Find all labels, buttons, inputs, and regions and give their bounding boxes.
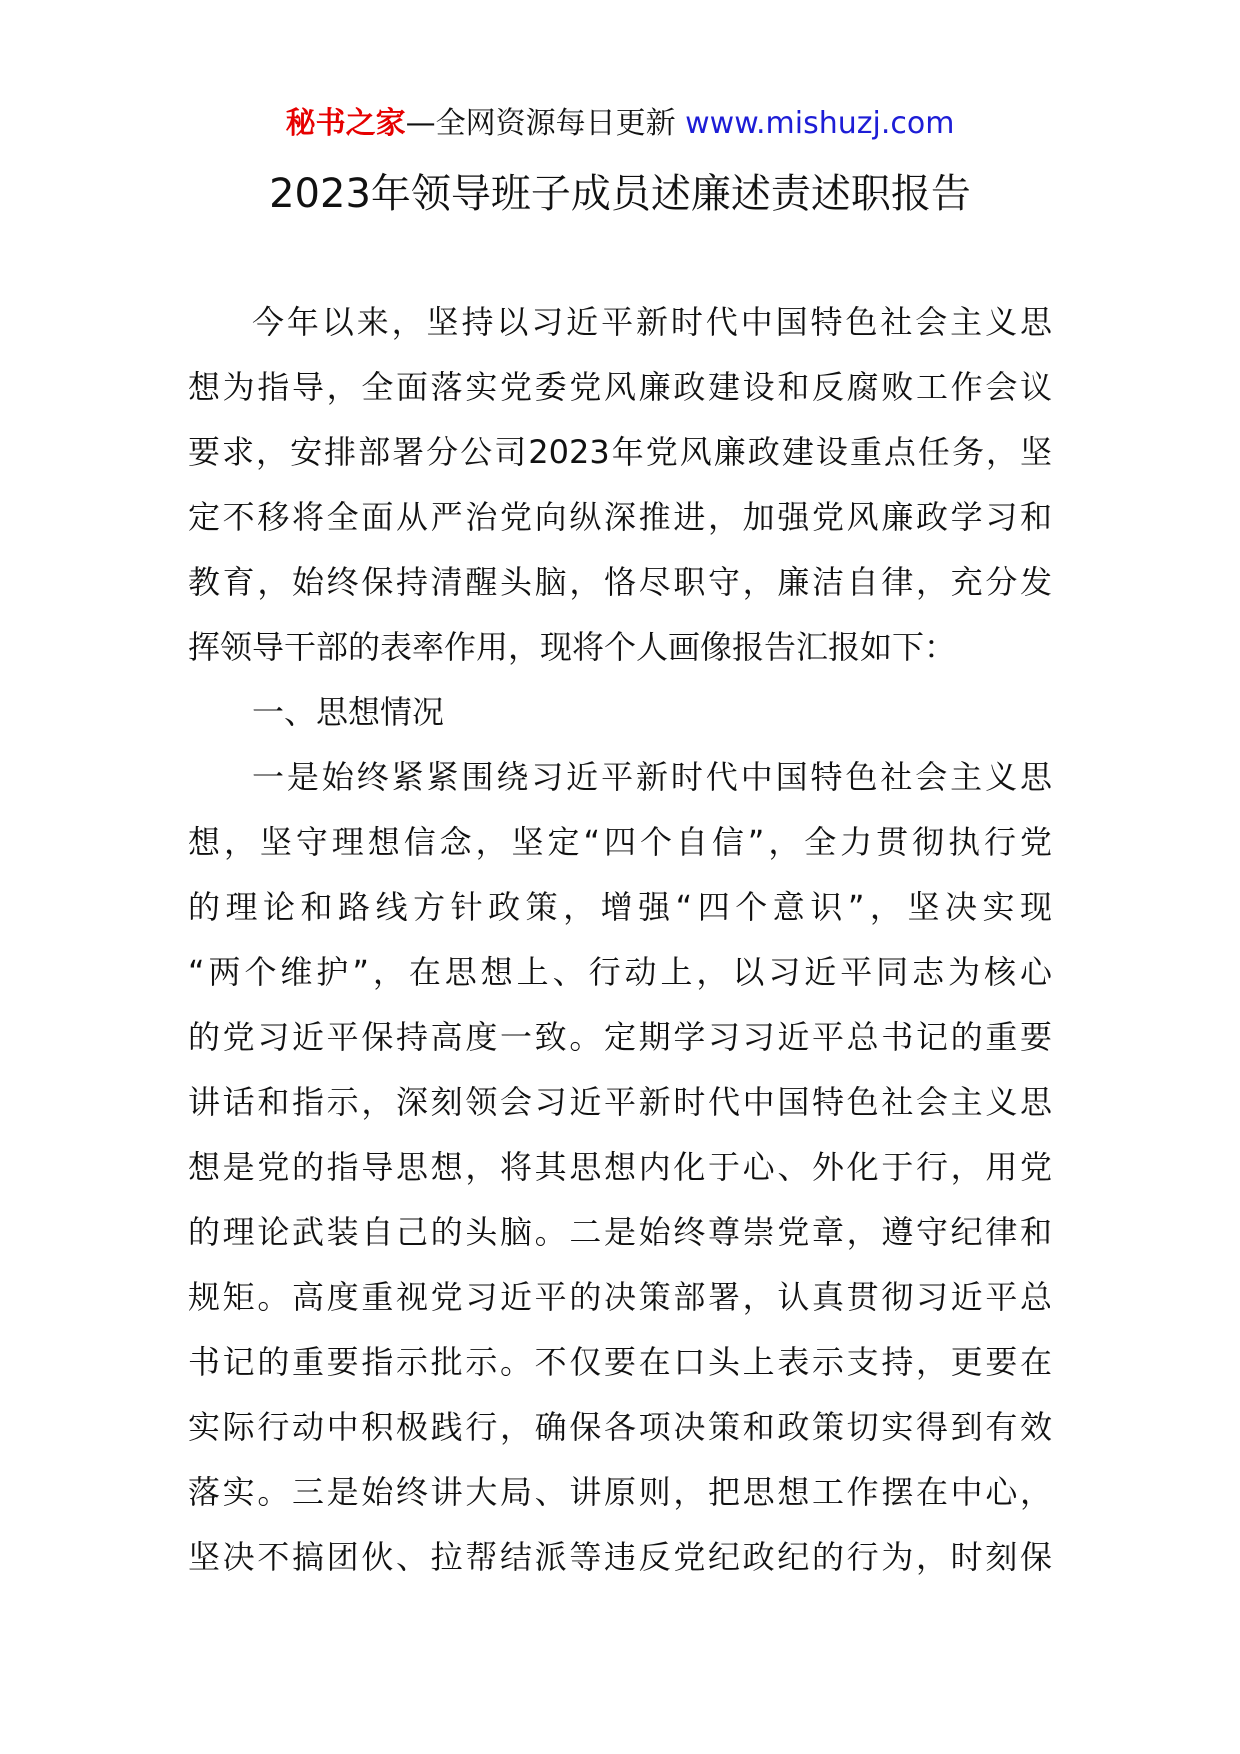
- document-body: [188, 290, 1052, 1590]
- paragraph-line: 讲话和指示，深刻领会习近平新时代中国特色社会主义思: [188, 1083, 1052, 1121]
- section-heading: 一、思想情况: [252, 693, 445, 731]
- brand-name: 秘书之家: [285, 106, 406, 141]
- paragraph-line: 实际行动中积极践行，确保各项决策和政策切实得到有效: [188, 1408, 1052, 1446]
- paragraph-line: 落实。三是始终讲大局、讲原则，把思想工作摆在中心，: [188, 1473, 1052, 1511]
- paragraph-line: 规矩。高度重视党习近平的决策部署，认真贯彻习近平总: [188, 1278, 1052, 1316]
- paragraph-line: 定不移将全面从严治党向纵深推进，加强党风廉政学习和: [188, 498, 1052, 536]
- paragraph-line: 要求，安排部署分公司2023年党风廉政建设重点任务，坚: [188, 433, 1052, 471]
- paragraph-line: 坚决不搞团伙、拉帮结派等违反党纪政纪的行为，时刻保: [188, 1538, 1052, 1576]
- document-title: 2023年领导班子成员述廉述责述职报告: [269, 171, 971, 217]
- paragraph-line: “两个维护”，在思想上、行动上，以习近平同志为核心: [188, 953, 1052, 991]
- paragraph-line: 的党习近平保持高度一致。定期学习习近平总书记的重要: [188, 1018, 1052, 1056]
- paragraph-line: 想为指导，全面落实党委党风廉政建设和反腐败工作会议: [188, 368, 1052, 406]
- paragraph-line: 一是始终紧紧围绕习近平新时代中国特色社会主义思: [252, 758, 1052, 796]
- paragraph-line: 今年以来，坚持以习近平新时代中国特色社会主义思: [252, 303, 1052, 341]
- paragraph-line: 书记的重要指示批示。不仅要在口头上表示支持，更要在: [188, 1343, 1052, 1381]
- paragraph-line: 挥领导干部的表率作用，现将个人画像报告汇报如下：: [188, 628, 957, 666]
- paragraph-line: 的理论武装自己的头脑。二是始终尊崇党章，遵守纪律和: [188, 1213, 1052, 1251]
- paragraph-line: 的理论和路线方针政策，增强“四个意识”，坚决实现: [188, 888, 1052, 926]
- site-url-link[interactable]: www.mishuzj.com: [685, 106, 955, 141]
- header-tagline: —全网资源每日更新: [405, 106, 676, 141]
- paragraph-line: 想是党的指导思想，将其思想内化于心、外化于行，用党: [188, 1148, 1052, 1186]
- site-header: [0, 100, 1240, 148]
- paragraph-line: 想，坚守理想信念，坚定“四个自信”，全力贯彻执行党: [188, 823, 1052, 861]
- paragraph-line: 教育，始终保持清醒头脑，恪尽职守，廉洁自律，充分发: [188, 563, 1052, 601]
